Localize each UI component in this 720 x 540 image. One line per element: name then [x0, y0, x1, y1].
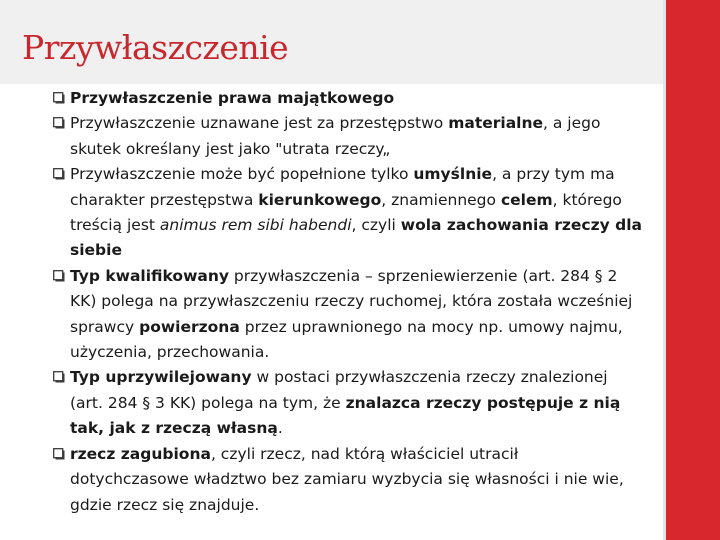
bullet-item — [52, 264, 642, 366]
checkbox-square-icon — [53, 448, 65, 460]
bullet-text: wola zachowania rzeczy dla siebie — [70, 216, 642, 260]
checkbox-square-icon — [53, 168, 65, 180]
checkbox-square-icon — [53, 270, 65, 282]
bullet-item — [52, 111, 642, 162]
bullet-text: . — [277, 419, 283, 438]
bullet-text: znalazca rzeczy postępuje z nią tak, jak z rzeczą własną — [70, 393, 621, 438]
accent-side-bar — [666, 0, 720, 540]
bullet-text: Typ uprzywilejowany — [70, 368, 252, 387]
checkbox-square-icon — [53, 117, 65, 129]
bullet-text: przywłaszczenia – sprzeniewierzenie (art. 284 § 2 KK) polega na przywłaszczeniu rzeczy ruchomej, która została wcześniej sprawcy — [70, 266, 633, 336]
slide-title: Przywłaszczenie — [22, 28, 289, 67]
bullet-text: Typ kwalifikowany — [70, 266, 229, 285]
bullet-item — [52, 162, 642, 264]
bullet-text: kierunkowego — [258, 190, 382, 209]
bullet-list — [52, 86, 642, 518]
checkbox-square-icon — [53, 92, 65, 104]
bullet-text: , czyli — [351, 216, 401, 235]
bullet-item — [52, 442, 642, 518]
checkbox-square-icon — [53, 371, 65, 383]
bullet-text: Przywłaszczenie może być popełnione tylko — [70, 165, 414, 184]
bullet-text: powierzona — [139, 317, 240, 336]
bullet-text: Przywłaszczenie prawa majątkowego — [70, 89, 395, 107]
bullet-text: w postaci przywłaszczenia rzeczy znalezionej (art. 284 § 3 KK) polega na tym, że — [70, 368, 608, 412]
bullet-text: rzecz zagubiona — [70, 444, 211, 463]
bullet-text: przez uprawnionego na mocy np. umowy najmu, użyczenia, przechowania. — [70, 317, 623, 362]
bullet-item — [52, 86, 642, 111]
bullet-text: materialne — [448, 114, 544, 133]
bullet-text: , którego treścią jest — [70, 190, 622, 235]
bullet-text: celem — [500, 190, 553, 209]
bullet-item — [52, 365, 642, 441]
bullet-text: , a jego skutek określany jest jako "utrata rzeczy„ — [70, 114, 601, 158]
bullet-text: Przywłaszczenie uznawane jest za przestępstwo — [70, 114, 449, 133]
bullet-text: , a przy tym ma charakter przestępstwa — [70, 165, 615, 209]
bullet-text: , znamiennego — [381, 190, 501, 209]
bullet-text: animus rem sibi habendi — [159, 216, 352, 235]
bullet-text: umyślnie — [413, 165, 493, 184]
bullet-text: , czyli rzecz, nad którą właściciel utracił dotychczasowe władztwo bez zamiaru wyzbycia się własności i nie wie, gdzie rzecz się znajduje. — [70, 444, 624, 514]
